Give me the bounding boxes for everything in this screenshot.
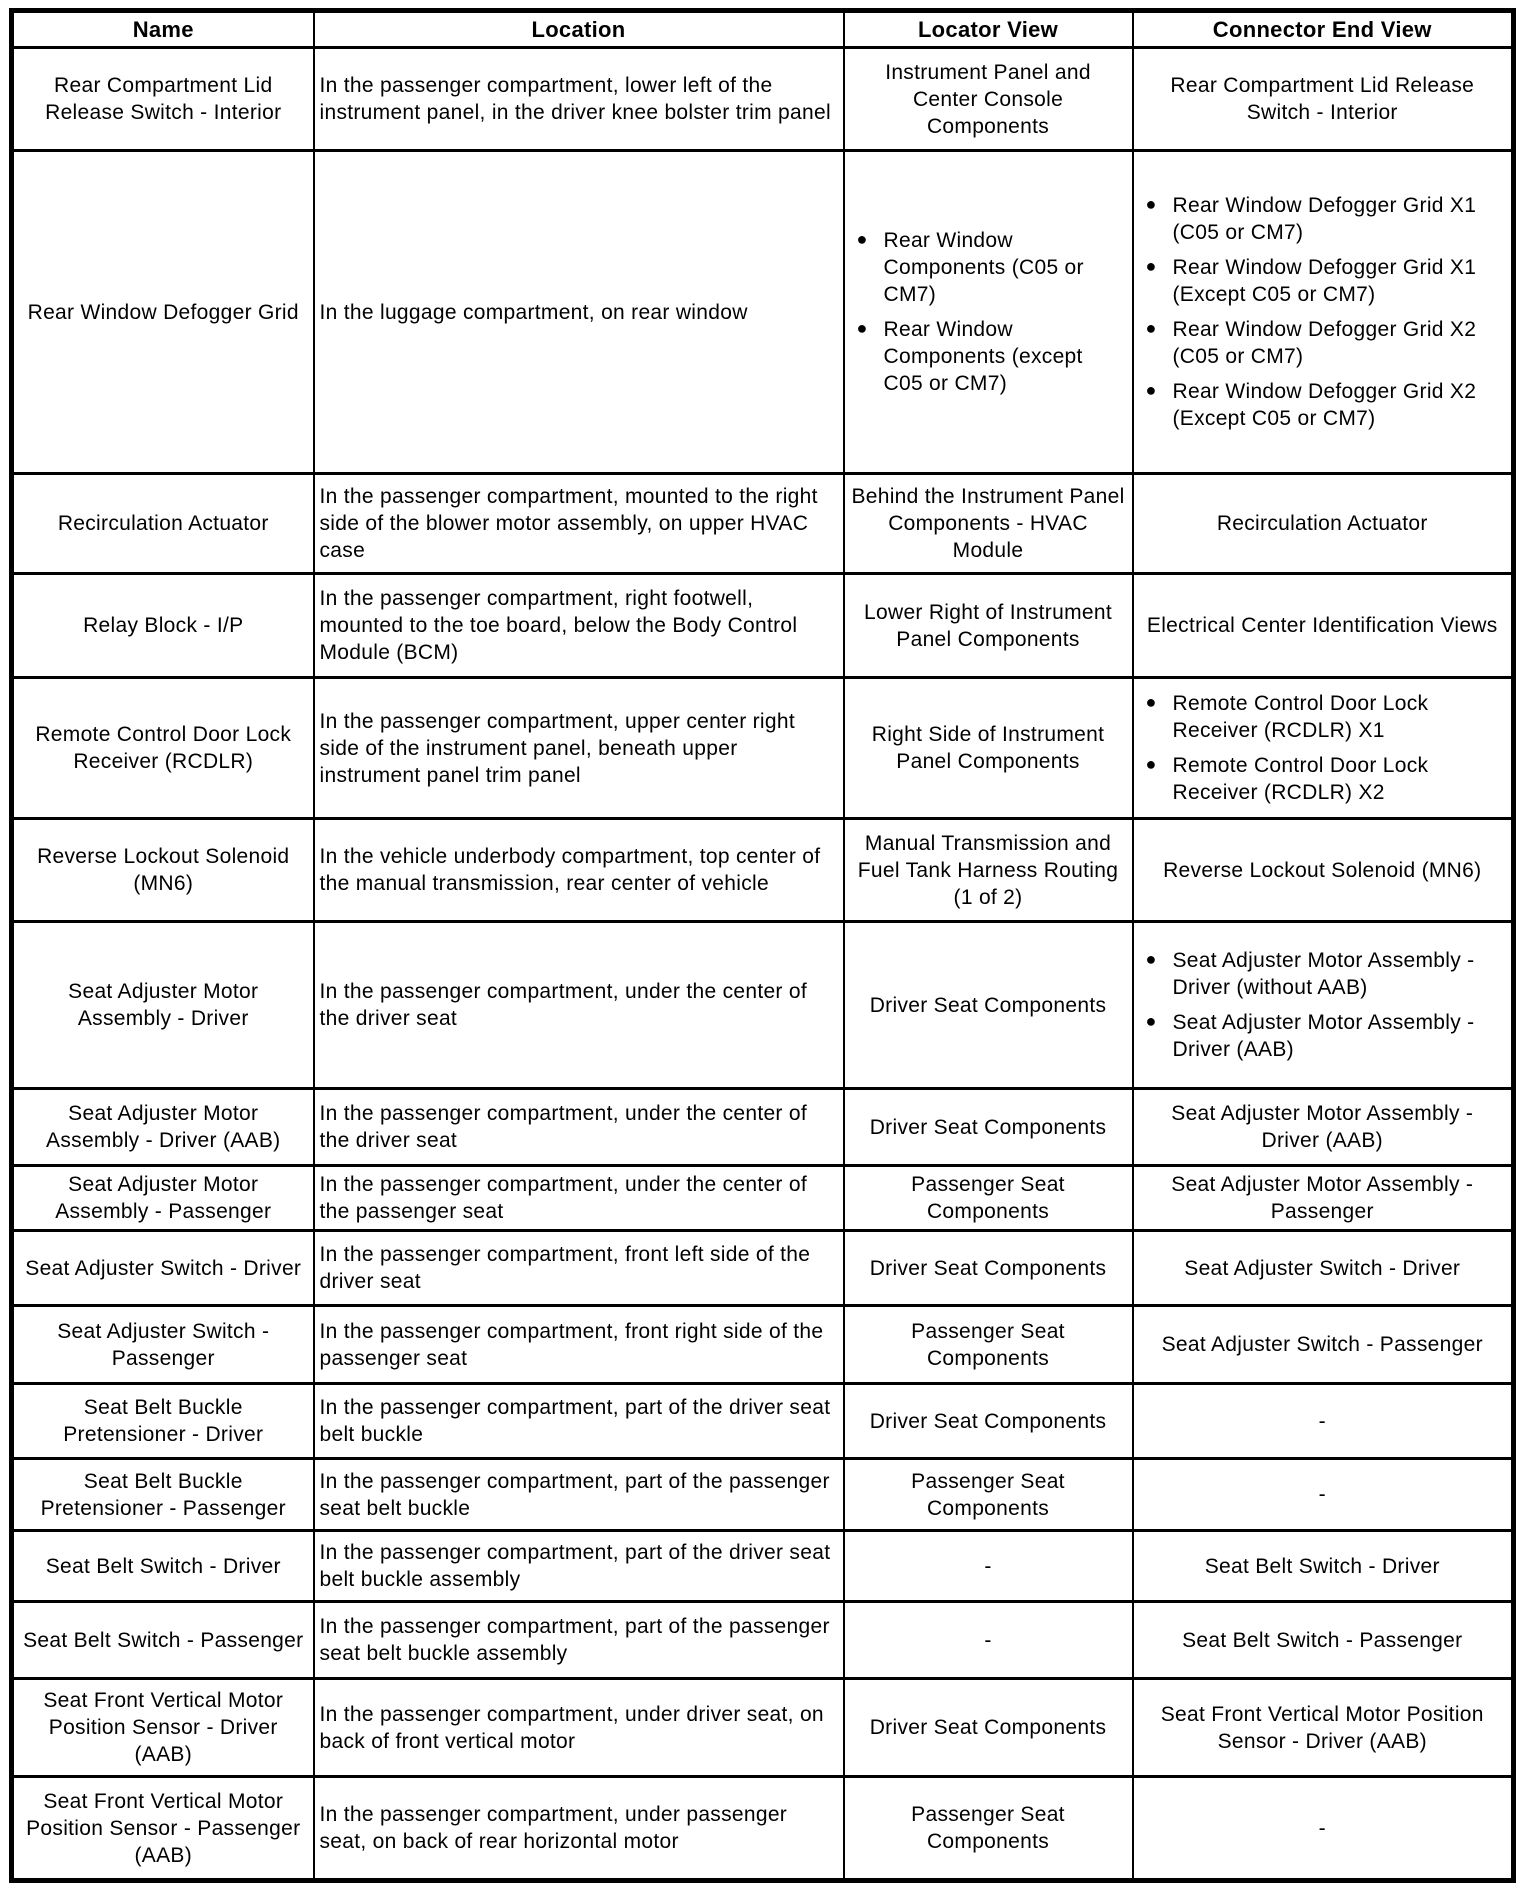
- table-row: [12, 151, 1514, 474]
- locator-view-cell: -: [844, 1531, 1133, 1602]
- table-body: [12, 48, 1514, 1881]
- column-header-locator-view: Locator View: [844, 11, 1133, 48]
- name-cell: Seat Adjuster Motor Assembly - Passenger: [12, 1166, 314, 1231]
- connector-end-view-cell: -: [1133, 1384, 1514, 1459]
- connector-end-view-cell: [1133, 151, 1514, 474]
- connector-end-view-cell: Seat Adjuster Switch - Driver: [1133, 1231, 1514, 1306]
- locator-view-cell: Passenger Seat Components: [844, 1166, 1133, 1231]
- name-cell: Seat Belt Buckle Pretensioner - Passenger: [12, 1459, 314, 1531]
- location-cell: In the passenger compartment, under the center of the driver seat: [314, 922, 844, 1089]
- location-cell: In the passenger compartment, lower left of the instrument panel, in the driver knee bolster trim panel: [314, 48, 844, 151]
- bullet-item: ● Seat Adjuster Motor Assembly - Driver (AAB): [1140, 1009, 1506, 1063]
- header-row: [12, 11, 1514, 48]
- bullet-list: [1140, 947, 1506, 1063]
- bullet-item: ● Rear Window Defogger Grid X2 (Except C05 or CM7): [1140, 378, 1506, 432]
- name-cell: Seat Adjuster Switch - Passenger: [12, 1306, 314, 1384]
- location-cell: In the passenger compartment, front right side of the passenger seat: [314, 1306, 844, 1384]
- location-cell: In the passenger compartment, front left side of the driver seat: [314, 1231, 844, 1306]
- column-header-name: Name: [12, 11, 314, 48]
- locator-view-cell: [844, 151, 1133, 474]
- connector-end-view-cell: Seat Adjuster Motor Assembly - Driver (AAB): [1133, 1089, 1514, 1166]
- bullet-item: ● Seat Adjuster Motor Assembly - Driver (without AAB): [1140, 947, 1506, 1001]
- locator-view-cell: Right Side of Instrument Panel Components: [844, 678, 1133, 819]
- table-row: [12, 1531, 1514, 1602]
- name-cell: Rear Compartment Lid Release Switch - Interior: [12, 48, 314, 151]
- connector-end-view-cell: Reverse Lockout Solenoid (MN6): [1133, 819, 1514, 922]
- table-row: [12, 922, 1514, 1089]
- locator-view-cell: Passenger Seat Components: [844, 1777, 1133, 1881]
- name-cell: Seat Adjuster Motor Assembly - Driver: [12, 922, 314, 1089]
- bullet-item: ● Rear Window Defogger Grid X2 (C05 or CM7): [1140, 316, 1506, 370]
- locator-view-cell: Driver Seat Components: [844, 1231, 1133, 1306]
- location-cell: In the passenger compartment, part of the passenger seat belt buckle assembly: [314, 1602, 844, 1679]
- connector-end-view-cell: Rear Compartment Lid Release Switch - Interior: [1133, 48, 1514, 151]
- name-cell: Rear Window Defogger Grid: [12, 151, 314, 474]
- locator-view-cell: Driver Seat Components: [844, 1679, 1133, 1777]
- column-header-location: Location: [314, 11, 844, 48]
- location-cell: In the passenger compartment, under the center of the driver seat: [314, 1089, 844, 1166]
- locator-view-cell: Instrument Panel and Center Console Components: [844, 48, 1133, 151]
- table-row: [12, 574, 1514, 678]
- connector-end-view-cell: Seat Belt Switch - Passenger: [1133, 1602, 1514, 1679]
- table-row: [12, 1777, 1514, 1881]
- connector-end-view-cell: -: [1133, 1459, 1514, 1531]
- connector-end-view-cell: Seat Front Vertical Motor Position Sensor - Driver (AAB): [1133, 1679, 1514, 1777]
- locator-view-cell: -: [844, 1602, 1133, 1679]
- location-cell: In the passenger compartment, under the center of the passenger seat: [314, 1166, 844, 1231]
- table-row: [12, 1089, 1514, 1166]
- table-row: [12, 474, 1514, 574]
- bullet-list: [1140, 192, 1506, 432]
- location-cell: In the vehicle underbody compartment, top center of the manual transmission, rear center of vehicle: [314, 819, 844, 922]
- location-cell: In the passenger compartment, mounted to the right side of the blower motor assembly, on upper HVAC case: [314, 474, 844, 574]
- bullet-item: ● Remote Control Door Lock Receiver (RCDLR) X2: [1140, 752, 1506, 806]
- bullet-item: ● Remote Control Door Lock Receiver (RCDLR) X1: [1140, 690, 1506, 744]
- table-row: [12, 1679, 1514, 1777]
- table-header: [12, 11, 1514, 48]
- name-cell: Recirculation Actuator: [12, 474, 314, 574]
- location-cell: In the passenger compartment, part of the driver seat belt buckle: [314, 1384, 844, 1459]
- bullet-item: ● Rear Window Defogger Grid X1 (C05 or CM7): [1140, 192, 1506, 246]
- connector-end-view-cell: Seat Adjuster Motor Assembly - Passenger: [1133, 1166, 1514, 1231]
- locator-view-cell: Driver Seat Components: [844, 922, 1133, 1089]
- connector-end-view-cell: Seat Adjuster Switch - Passenger: [1133, 1306, 1514, 1384]
- locator-view-cell: Driver Seat Components: [844, 1089, 1133, 1166]
- locator-view-cell: Passenger Seat Components: [844, 1459, 1133, 1531]
- table-row: [12, 819, 1514, 922]
- bullet-list: [851, 227, 1126, 397]
- table-row: [12, 48, 1514, 151]
- bullet-list: [1140, 690, 1506, 806]
- table-row: [12, 1459, 1514, 1531]
- name-cell: Relay Block - I/P: [12, 574, 314, 678]
- location-cell: In the luggage compartment, on rear window: [314, 151, 844, 474]
- locator-view-cell: Behind the Instrument Panel Components - HVAC Module: [844, 474, 1133, 574]
- connector-end-view-cell: Recirculation Actuator: [1133, 474, 1514, 574]
- connector-end-view-cell: [1133, 922, 1514, 1089]
- locator-view-cell: Passenger Seat Components: [844, 1306, 1133, 1384]
- table-row: [12, 1384, 1514, 1459]
- bullet-item: ● Rear Window Components (C05 or CM7): [851, 227, 1126, 308]
- location-cell: In the passenger compartment, under driver seat, on back of front vertical motor: [314, 1679, 844, 1777]
- location-cell: In the passenger compartment, right footwell, mounted to the toe board, below the Body Control Module (BCM): [314, 574, 844, 678]
- bullet-item: ● Rear Window Components (except C05 or CM7): [851, 316, 1126, 397]
- name-cell: Seat Belt Switch - Passenger: [12, 1602, 314, 1679]
- location-cell: In the passenger compartment, part of the passenger seat belt buckle: [314, 1459, 844, 1531]
- location-cell: In the passenger compartment, upper center right side of the instrument panel, beneath upper instrument panel trim panel: [314, 678, 844, 819]
- connector-end-view-cell: Electrical Center Identification Views: [1133, 574, 1514, 678]
- name-cell: Seat Adjuster Motor Assembly - Driver (AAB): [12, 1089, 314, 1166]
- locator-view-cell: Manual Transmission and Fuel Tank Harness Routing (1 of 2): [844, 819, 1133, 922]
- table-row: [12, 1231, 1514, 1306]
- locator-view-cell: Driver Seat Components: [844, 1384, 1133, 1459]
- table-row: [12, 1306, 1514, 1384]
- column-header-connector-end-view: Connector End View: [1133, 11, 1514, 48]
- connector-end-view-cell: [1133, 678, 1514, 819]
- connector-end-view-cell: -: [1133, 1777, 1514, 1881]
- locator-view-cell: Lower Right of Instrument Panel Components: [844, 574, 1133, 678]
- table-row: [12, 678, 1514, 819]
- table-row: [12, 1166, 1514, 1231]
- name-cell: Seat Belt Switch - Driver: [12, 1531, 314, 1602]
- name-cell: Seat Front Vertical Motor Position Sensor - Passenger (AAB): [12, 1777, 314, 1881]
- connector-end-view-cell: Seat Belt Switch - Driver: [1133, 1531, 1514, 1602]
- location-cell: In the passenger compartment, under passenger seat, on back of rear horizontal motor: [314, 1777, 844, 1881]
- name-cell: Seat Adjuster Switch - Driver: [12, 1231, 314, 1306]
- name-cell: Remote Control Door Lock Receiver (RCDLR): [12, 678, 314, 819]
- name-cell: Seat Belt Buckle Pretensioner - Driver: [12, 1384, 314, 1459]
- name-cell: Seat Front Vertical Motor Position Sensor - Driver (AAB): [12, 1679, 314, 1777]
- name-cell: Reverse Lockout Solenoid (MN6): [12, 819, 314, 922]
- component-location-table: [9, 8, 1516, 1883]
- location-cell: In the passenger compartment, part of the driver seat belt buckle assembly: [314, 1531, 844, 1602]
- bullet-item: ● Rear Window Defogger Grid X1 (Except C05 or CM7): [1140, 254, 1506, 308]
- table-row: [12, 1602, 1514, 1679]
